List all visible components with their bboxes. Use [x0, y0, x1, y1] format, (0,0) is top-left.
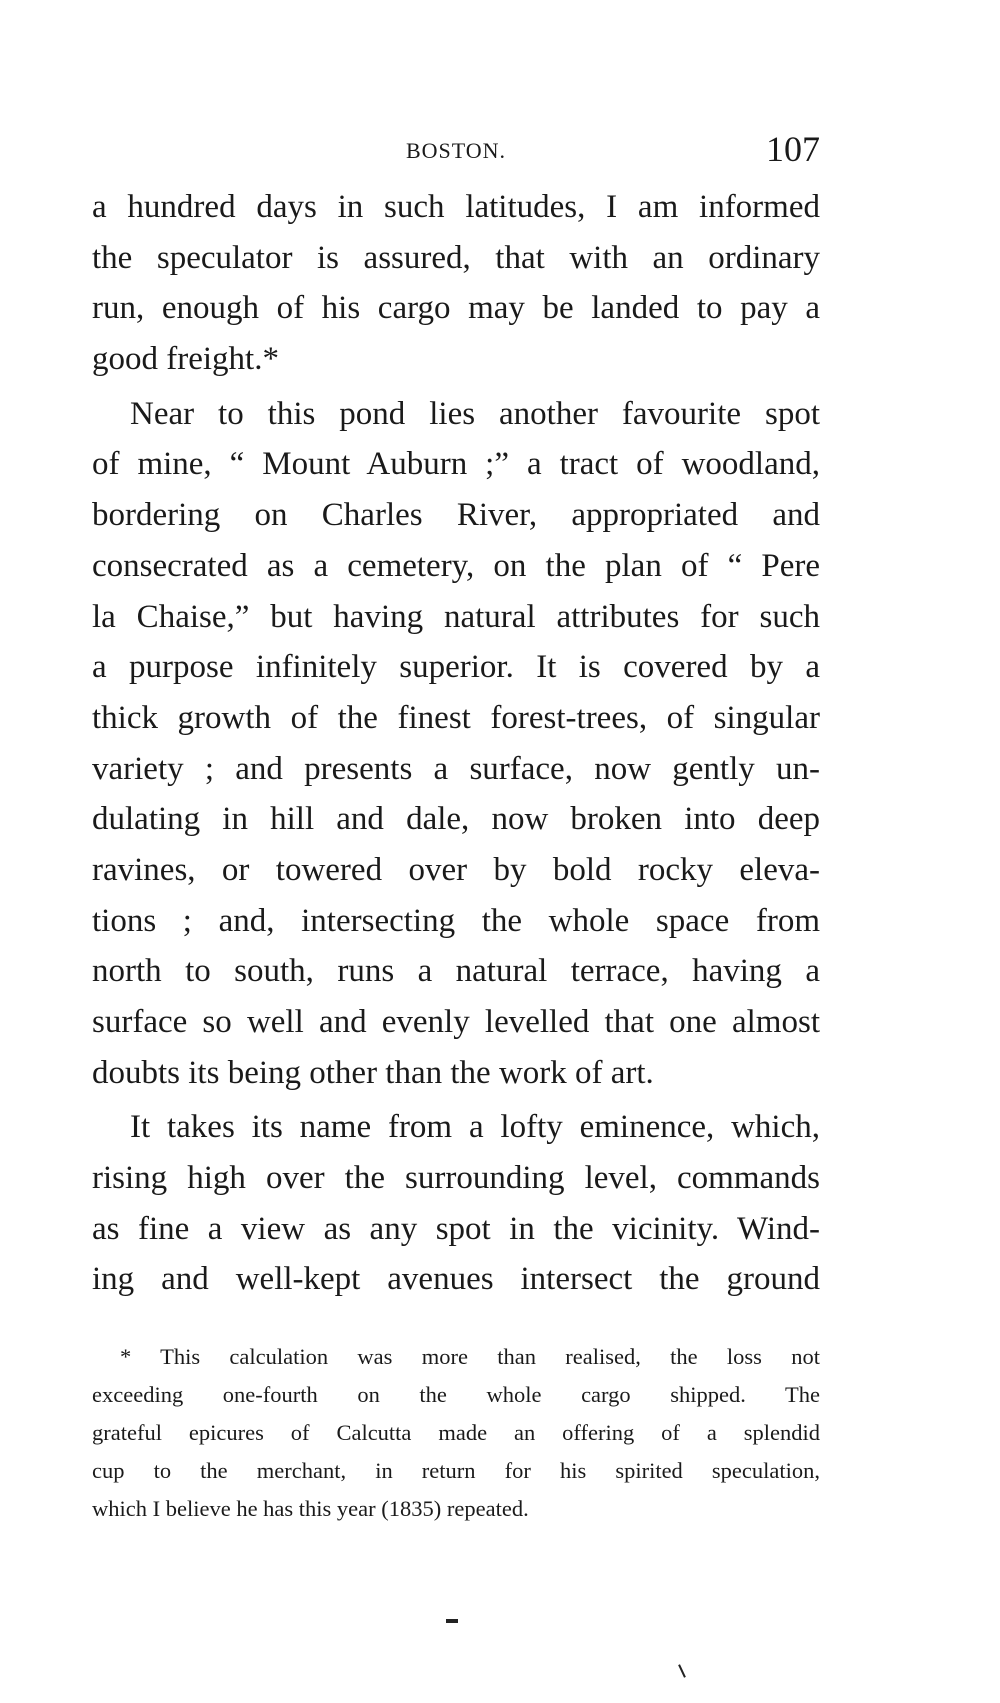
text-line: bordering on Charles River, appropriated and	[92, 497, 820, 534]
main-text	[92, 182, 820, 1305]
text-line: good freight.*	[92, 341, 279, 378]
text-line: rising high over the surrounding level, commands	[92, 1160, 820, 1197]
text-line: the speculator is assured, that with an ordinary	[92, 239, 820, 276]
footnote-line: cup to the merchant, in return for his spirited speculation,	[92, 1458, 820, 1483]
text-line: north to south, runs a natural terrace, having a	[92, 953, 820, 990]
text-line: consecrated as a cemetery, on the plan of “ Pere	[92, 547, 820, 584]
text-line: dulating in hill and dale, now broken into deep	[92, 801, 820, 838]
running-head: BOSTON.	[405, 138, 507, 163]
page-number: 107	[766, 129, 820, 169]
text-line: tions ; and, intersecting the whole space from	[92, 902, 820, 939]
text-line: thick growth of the finest forest-trees, of singular	[92, 699, 820, 736]
text-line: It takes its name from a lofty eminence, which,	[130, 1109, 820, 1146]
print-mark-dash	[446, 1619, 458, 1623]
text-line: doubts its being other than the work of art.	[92, 1054, 654, 1091]
text-line: as fine a view as any spot in the vicinity. Wind-	[92, 1210, 820, 1247]
footnote-line: which I believe he has this year (1835) repeated.	[92, 1496, 529, 1521]
text-line: variety ; and presents a surface, now gently un-	[92, 750, 820, 787]
text-line: of mine, “ Mount Auburn ;” a tract of woodland,	[92, 446, 820, 483]
text-line: a purpose infinitely superior. It is covered by a	[92, 649, 820, 686]
print-mark-tick	[678, 1664, 686, 1678]
text-line: Near to this pond lies another favourite spot	[130, 395, 820, 432]
footnote	[92, 1338, 820, 1528]
footnote-line: grateful epicures of Calcutta made an offering of a splendid	[92, 1420, 820, 1445]
text-line: a hundred days in such latitudes, I am informed	[92, 189, 820, 225]
text-line: ing and well-kept avenues intersect the ground	[92, 1261, 820, 1298]
footnote-line: exceeding one-fourth on the whole cargo shipped. The	[92, 1382, 820, 1407]
text-line: la Chaise,” but having natural attributes for such	[92, 598, 820, 635]
text-line: surface so well and evenly levelled that one almost	[92, 1004, 820, 1040]
footnote-line: * This calculation was more than realised, the loss not	[120, 1344, 820, 1369]
text-line: run, enough of his cargo may be landed to pay a	[92, 290, 820, 327]
text-line: ravines, or towered over by bold rocky eleva-	[92, 851, 820, 888]
page-header	[92, 128, 820, 172]
